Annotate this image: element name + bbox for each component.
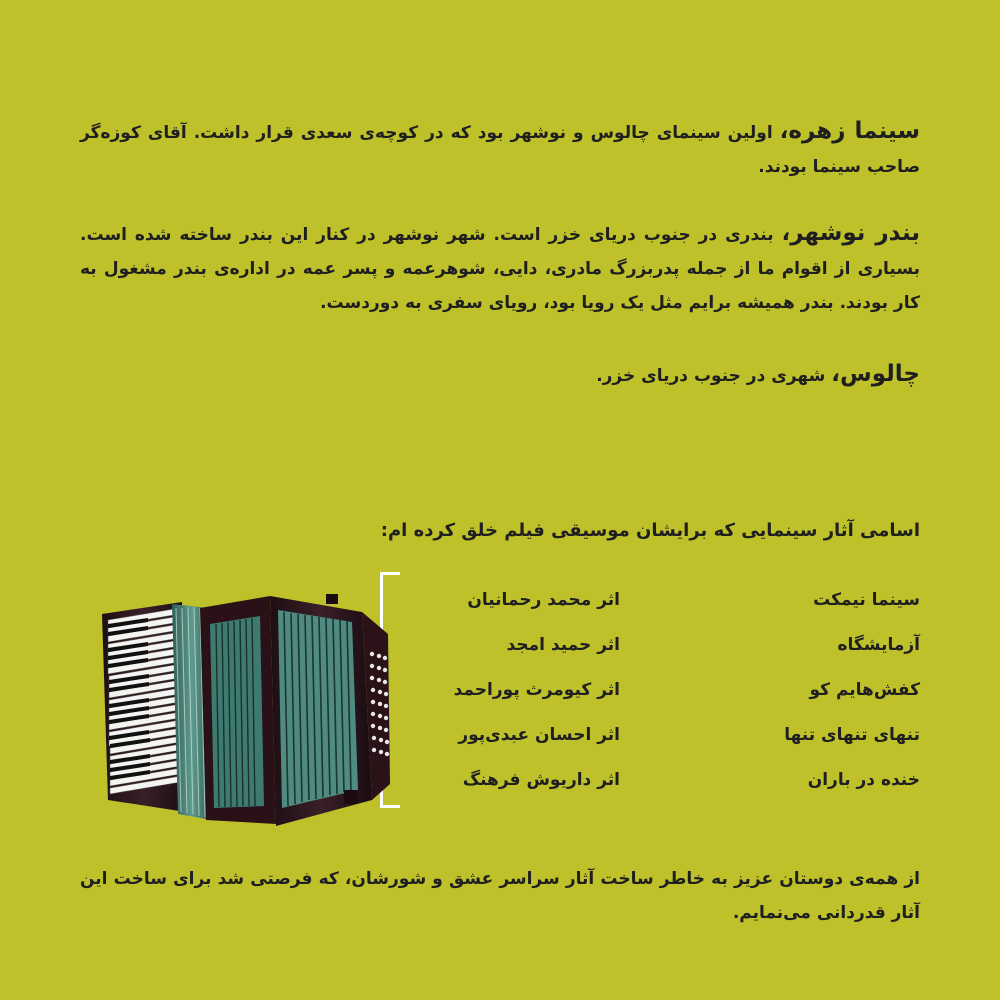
text-chalus: شهری در جنوب دریای خزر. — [596, 366, 832, 386]
film-list — [700, 586, 920, 811]
director-item: اثر حمید امجد — [506, 635, 620, 655]
term-chalus: چالوس، — [831, 361, 920, 387]
term-bandar-nowshahr: بندر نوشهر، — [781, 220, 920, 246]
film-item: تنهای تنهای تنها — [784, 725, 920, 745]
film-item: کفش‌هایم کو — [809, 680, 920, 700]
text-cinema-zohre: اولین سینمای چالوس و نوشهر بود که در کوچه‌ی سعدی قرار داشت. آقای کوزه‌گر صاحب سینما بودند. — [80, 123, 920, 177]
term-cinema-zohre: سینما زهره، — [779, 118, 920, 144]
paragraph-bandar-nowshahr — [80, 216, 920, 320]
director-item: اثر محمد رحمانیان — [467, 590, 620, 610]
works-heading: اسامی آثار سینمایی که برایشان موسیقی فیلم خلق کرده ام: — [380, 520, 920, 541]
director-item: اثر احسان عبدی‌پور — [458, 725, 620, 745]
accordion-illustration — [100, 594, 390, 834]
director-item: اثر داریوش فرهنگ — [462, 770, 620, 790]
paragraph-chalus — [80, 357, 920, 393]
text-bandar-nowshahr: بندری در جنوب دریای خزر است. شهر نوشهر در کنار این بندر ساخته شده است. بسیاری از اقوام ما از جمله پدربزرگ مادری، دایی، شوهرعمه و پسر عمه در اداره‌ی بندر مشغول به کار بودند. بندر همیشه برایم مثل یک رویا بود، رویای سفری به دوردست. — [80, 225, 920, 313]
director-list — [400, 586, 620, 811]
film-item: خنده در باران — [807, 770, 920, 790]
film-item: آزمایشگاه — [837, 635, 920, 655]
paragraph-cinema-zohre — [80, 114, 920, 184]
director-item: اثر کیومرث پوراحمد — [453, 680, 620, 700]
film-item: سینما نیمکت — [813, 590, 920, 610]
paragraph-thanks: از همه‌ی دوستان عزیز به خاطر ساخت آثار سراسر عشق و شورشان، که فرصتی شد برای ساخت این آثار قدردانی می‌نمایم. — [80, 869, 920, 923]
